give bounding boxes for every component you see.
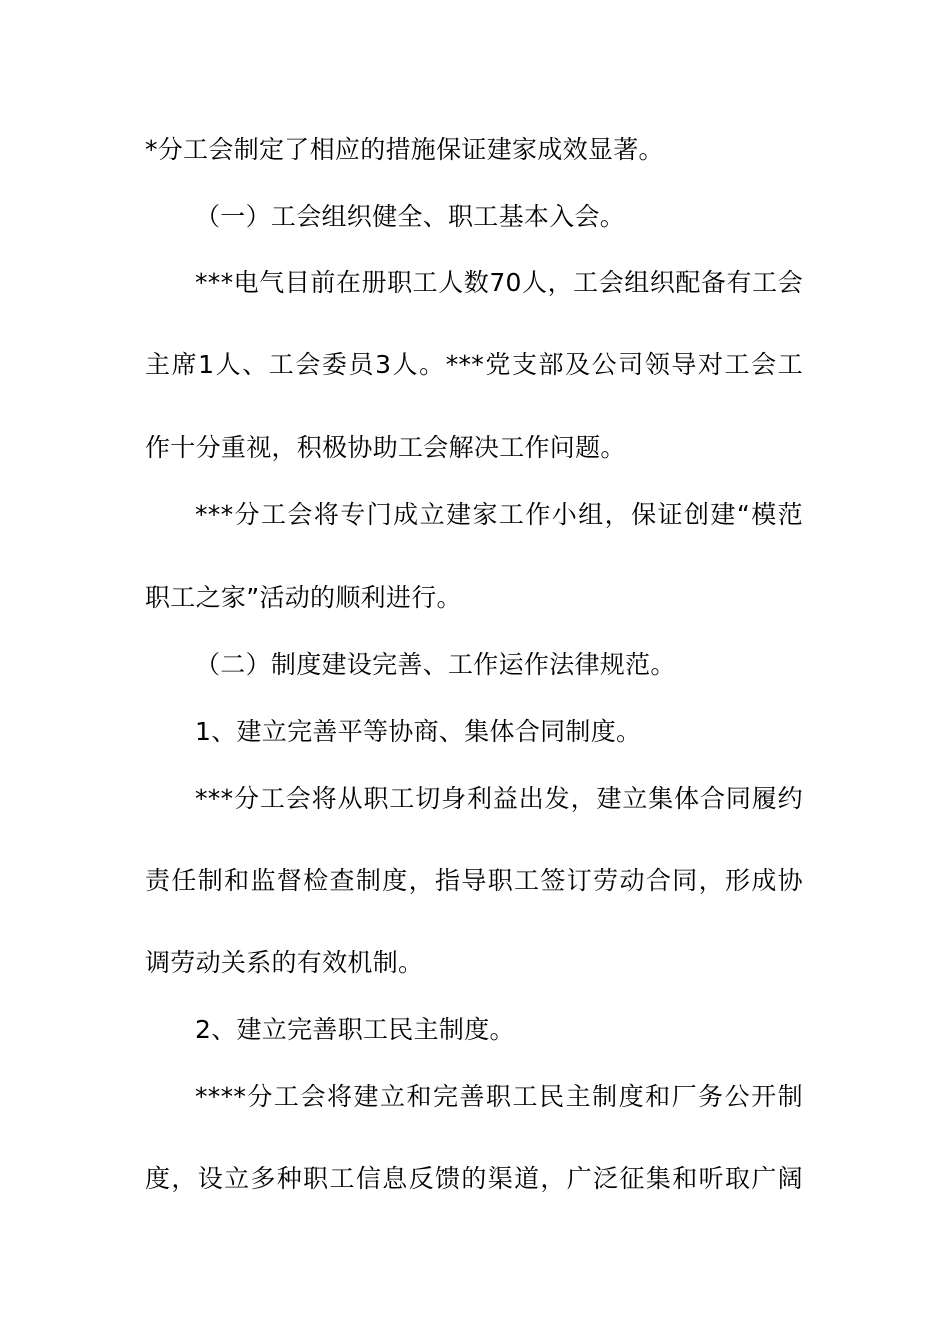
text-line-10: ***分工会将从职工切身利益出发，建立集体合同履约 (195, 784, 803, 813)
text-line-6: ***分工会将专门成立建家工作小组，保证创建“模范 (195, 500, 803, 529)
subsection-heading-1: 1、建立完善平等协商、集体合同制度。 (195, 717, 642, 746)
section-heading-1: （一）工会组织健全、职工基本入会。 (195, 202, 626, 231)
text-line-4: 主席1人、工会委员3人。***党支部及公司领导对工会工 (145, 350, 803, 379)
text-line-5: 作十分重视，积极协助工会解决工作问题。 (145, 433, 626, 462)
text-line-11: 责任制和监督检查制度，指导职工签订劳动合同，形成协 (145, 866, 803, 895)
section-heading-2: （二）制度建设完善、工作运作法律规范。 (195, 650, 676, 679)
text-line-3: ***电气目前在册职工人数70人，工会组织配备有工会 (195, 268, 803, 297)
text-line-15: 度，设立多种职工信息反馈的渠道，广泛征集和听取广阔 (145, 1164, 803, 1193)
subsection-heading-2: 2、建立完善职工民主制度。 (195, 1015, 515, 1044)
text-line-14: ****分工会将建立和完善职工民主制度和厂务公开制 (195, 1082, 803, 1111)
text-line-1: *分工会制定了相应的措施保证建家成效显著。 (145, 135, 664, 164)
text-line-7: 职工之家”活动的顺利进行。 (145, 583, 462, 612)
text-line-12: 调劳动关系的有效机制。 (145, 948, 424, 977)
